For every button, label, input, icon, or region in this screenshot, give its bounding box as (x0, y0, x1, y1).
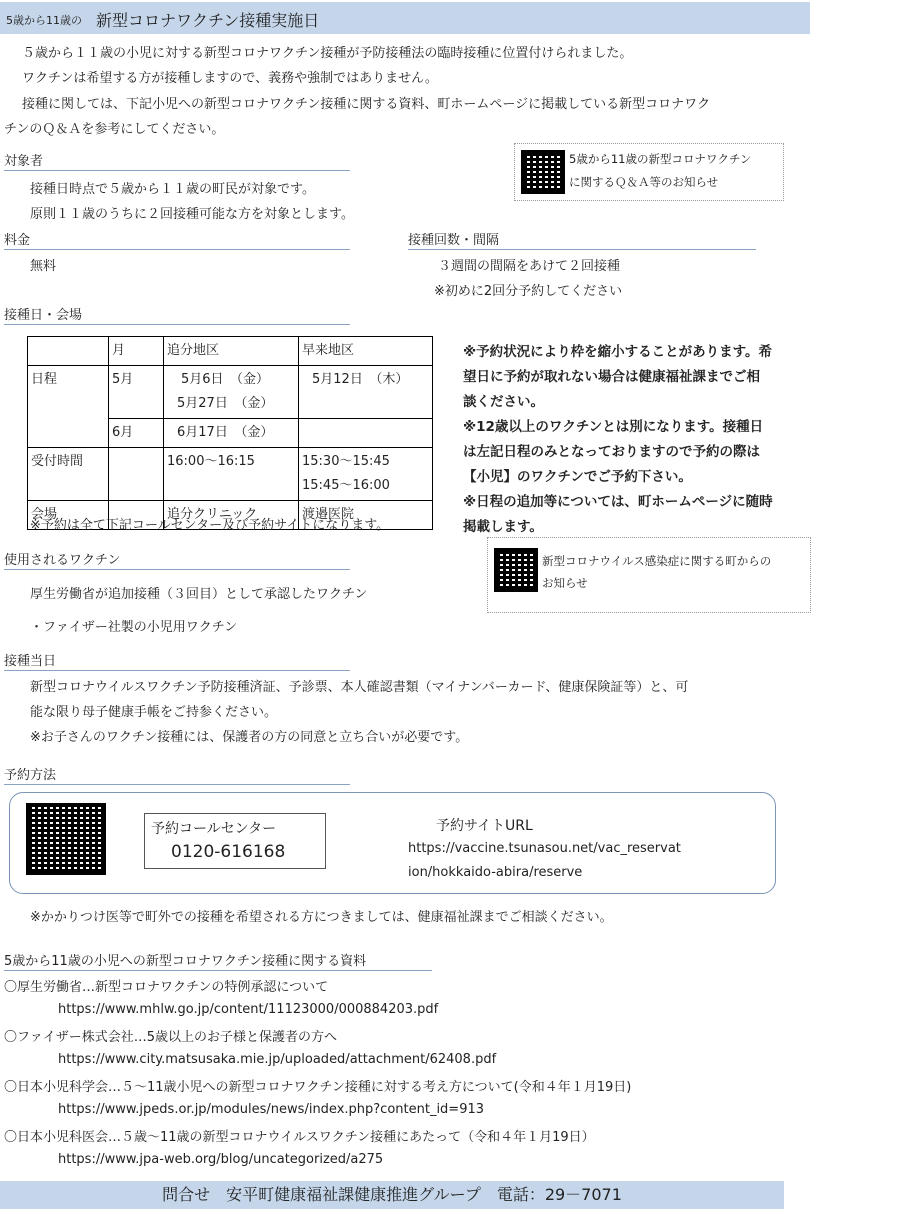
town-qr-line-2: お知らせ (542, 576, 588, 590)
ref-url-4[interactable]: https://www.jpa-web.org/blog/uncategorized/a275 (58, 1152, 384, 1167)
count-line-2: ※初めに2回分予約してください (434, 284, 623, 299)
site-url-line-1[interactable]: https://vaccine.tsunasou.net/vac_reservat (408, 841, 681, 856)
row-time-label: 受付時間 (28, 448, 109, 501)
cell-hayakita-time (299, 448, 433, 501)
vaccine-line-1: 厚生労働省が追加接種（３回目）として承認したワクチン (30, 587, 368, 602)
intro-line-1: ５歳から１１歳の小児に対する新型コロナワクチン接種が予防接種法の臨時接種に位置付けられました。 (22, 46, 633, 61)
th-oiwake: 追分地区 (164, 337, 299, 366)
schedule-note: ※予約は全て下記コールセンター及び予約サイトになります。 (30, 518, 390, 533)
intro-line-3: 接種に関しては、下記小児への新型コロナワクチン接種に関する資料、町ホームページに掲載している新型コロナワク (22, 97, 711, 112)
note-line: は左記日程のみとなっておりますので予約の際は (463, 444, 760, 460)
reservation-qr-icon[interactable] (26, 803, 106, 875)
cell-oiwake-june (164, 419, 299, 448)
header-small: 5歳から11歳の (6, 14, 82, 27)
section-refs-heading: 5歳から11歳の小児への新型コロナワクチン接種に関する資料 (4, 950, 432, 971)
date-may-6: 5月6日 （金） (181, 372, 270, 387)
intro-line-2: ワクチンは希望する方が接種しますので、義務や強制ではありません。 (22, 71, 438, 86)
section-schedule-heading: 接種日・会場 (4, 304, 350, 325)
date-may-27: 5月27日 （金） (177, 396, 274, 411)
town-qr-line-1: 新型コロナウイルス感染症に関する町からの (542, 554, 772, 568)
site-url-line-2[interactable]: ion/hokkaido-abira/reserve (408, 865, 583, 880)
vaccine-line-2: ・ファイザー社製の小児用ワクチン (30, 620, 238, 635)
call-center-box (144, 813, 326, 869)
reservation-box (9, 792, 776, 894)
qa-qr-line-1: 5歳から11歳の新型コロナワクチン (569, 152, 752, 166)
notes-block (463, 340, 773, 540)
dayof-line-3: ※お子さんのワクチン接種には、保護者の方の同意と立ち合いが必要です。 (30, 730, 469, 745)
section-reserve-heading: 予約方法 (4, 764, 350, 785)
ref-url-3[interactable]: https://www.jpeds.or.jp/modules/news/index.php?content_id=913 (58, 1102, 485, 1117)
th-hayakita: 早来地区 (299, 337, 433, 366)
note-line: 【小児】のワクチンでご予約下さい。 (463, 469, 692, 485)
section-target-heading: 対象者 (4, 150, 350, 171)
note-line: 掲載します。 (463, 519, 543, 535)
cell-oiwake-may (164, 366, 299, 419)
target-line-1: 接種日時点で５歳から１１歳の町民が対象です。 (30, 182, 315, 197)
target-line-2: 原則１１歳のうちに２回接種可能な方を対象とします。 (30, 207, 354, 222)
schedule-table (27, 336, 433, 530)
town-info-qr-box[interactable] (487, 537, 811, 613)
time-a: 15:30～15:45 (302, 454, 390, 469)
cell-oiwake-time: 16:00～16:15 (164, 448, 299, 501)
time-b: 15:45～16:00 (302, 478, 390, 493)
date-june-17: 6月17日 （金） (177, 425, 274, 440)
th-month: 月 (109, 337, 164, 366)
note-line: 談ください。 (463, 394, 544, 410)
call-center-label: 予約コールセンター (151, 821, 277, 837)
ref-title-2: 〇ファイザー株式会社…5歳以上のお子様と保護者の方へ (4, 1030, 338, 1045)
section-vaccine-heading: 使用されるワクチン (4, 549, 350, 570)
cell-hayakita-may (299, 366, 433, 419)
qa-qr-line-2: に関するＱ＆Ａ等のお知らせ (569, 175, 719, 189)
cell-oiwake-venue: 追分クリニック (164, 501, 299, 530)
cell-may: 5月 (109, 366, 164, 419)
page-header (0, 2, 810, 34)
note-line: ※12歳以上のワクチンとは別になります。接種日 (463, 419, 764, 435)
section-dayof-heading: 接種当日 (4, 650, 350, 671)
section-fee-heading: 料金 (4, 229, 350, 250)
ref-title-1: 〇厚生労働省…新型コロナワクチンの特例承認について (4, 980, 329, 995)
note-line: 望日に予約が取れない場合は健康福祉課までご相 (463, 369, 760, 385)
ref-title-3: 〇日本小児科学会…５～11歳小児への新型コロナワクチン接種に対する考え方について(令和４年１月19日) (4, 1080, 632, 1095)
site-url-label: 予約サイトURL (436, 818, 533, 834)
qr-code-icon (521, 150, 565, 194)
ref-title-4: 〇日本小児科医会…５歳～11歳の新型コロナウイルスワクチン接種にあたって（令和４年１月19日） (4, 1130, 595, 1145)
call-center-number[interactable]: 0120-616168 (171, 842, 286, 862)
count-line-1: ３週間の間隔をあけて２回接種 (438, 259, 621, 274)
dayof-line-2: 能な限り母子健康手帳をご持参ください。 (30, 705, 278, 720)
note-line: ※日程の追加等については、町ホームページに随時 (463, 494, 773, 510)
intro-line-4: チンのＱ＆Ａを参考にしてください。 (4, 122, 225, 137)
fee-value: 無料 (30, 259, 57, 274)
reserve-note: ※かかりつけ医等で町外での接種を希望される方につきましては、健康福祉課までご相談ください。 (30, 910, 613, 925)
section-count-heading: 接種回数・間隔 (408, 229, 756, 250)
qr-code-icon (494, 548, 538, 592)
page-title: 新型コロナワクチン接種実施日 (96, 11, 320, 30)
date-may-12: 5月12日 （木） (312, 372, 409, 387)
note-line: ※予約状況により枠を縮小することがあります。希 (463, 344, 773, 360)
row-venue-label: 会場 (28, 501, 109, 530)
cell-june: 6月 (109, 419, 164, 448)
ref-url-2[interactable]: https://www.city.matsusaka.mie.jp/uploaded/attachment/62408.pdf (58, 1052, 497, 1067)
qa-qr-box[interactable] (514, 143, 784, 201)
contact-footer: 問合せ 安平町健康福祉課健康推進グループ 電話：29－7071 (0, 1181, 784, 1209)
row-schedule-label: 日程 (28, 366, 109, 448)
ref-url-1[interactable]: https://www.mhlw.go.jp/content/11123000/000884203.pdf (58, 1002, 439, 1017)
dayof-line-1: 新型コロナウイルスワクチン予防接種済証、予診票、本人確認書類（マイナンバーカード、健康保険証等）と、可 (30, 680, 689, 695)
cell-hayakita-venue: 渡邉医院 (299, 501, 433, 530)
